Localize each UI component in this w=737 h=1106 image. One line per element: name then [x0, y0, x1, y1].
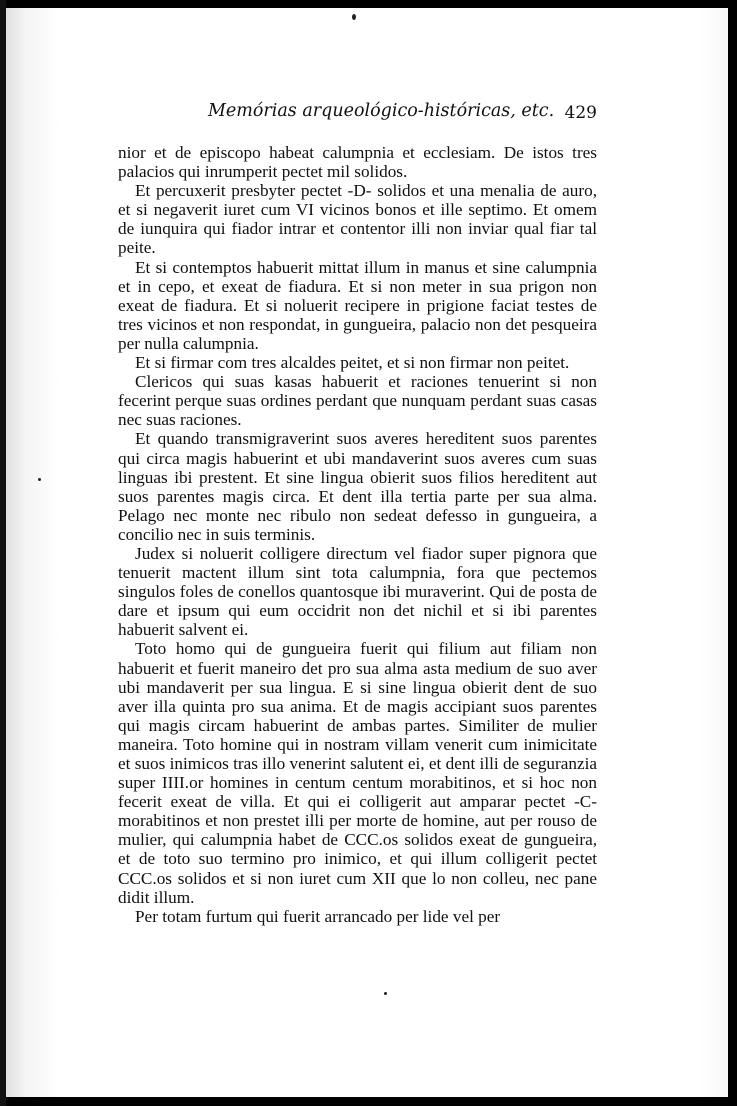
scan-border-left: [0, 0, 6, 1106]
paragraph: Et si contemptos habuerit mittat illum in manus et sine calumpnia et in cepo, et exeat de fiadura. Et si non meter in sua prigon non exeat de fiadura. Et si noluerit recipere in prigione faciat testes de tres vicinos et non respondat, in gungueira, palacio non det pesqueira per nulla calumpnia.: [118, 257, 597, 353]
paragraph: Et quando transmigraverint suos averes hereditent suos parentes qui circa magis habuerint et ubi mandaverint suos averes cum suas linguas ibi prestent. Et sine lingua obierit suos filios hereditent aut suos parentes magis circa. Et dent illa tertia parte per sua alma. Pelago nec monte nec ribulo non sedeat defesso in gungueira, a concilio nec in suis terminis.: [118, 429, 597, 544]
scan-speck: [38, 478, 41, 481]
paragraph: Judex si noluerit colligere directum vel fiador super pignora que tenuerit mactent illum sint tota calumpnia, fora que pectemos singulos foles de conellos quantosque ibi muraverint. Qui de posta de dare et ipsum qui eum occidrit non det nichil et si ibi parentes habuerit salvent ei.: [118, 543, 597, 640]
paragraph: Et si firmar com tres alcaldes peitet, et si non firmar non peitet.: [135, 353, 570, 373]
scan-speck: [352, 14, 356, 20]
paragraph: Et percuxerit presbyter pectet -D- solidos et una menalia de auro, et si negaverit iuret cum VI vicinos bonos et ille septimo. Et omem de iunquira qui fiador intrar et contentor illi non inviar qual fiar tal peite.: [118, 181, 597, 258]
scan-border-bottom: [0, 1097, 737, 1106]
paragraph: nior et de episcopo habeat calumpnia et ecclesiam. De istos tres palacios qui inrumperit pectet mil solidos.: [118, 143, 597, 182]
body-text: [118, 143, 597, 926]
scan-border-top: [0, 0, 737, 8]
page-number: 429: [564, 103, 597, 123]
running-title: Memórias arqueológico-históricas, etc.: [208, 101, 555, 121]
scan-speck: [384, 992, 387, 995]
paragraph: Clericos qui suas kasas habuerit et raciones tenuerint si non fecerint perque suas ordines perdant que nunquam perdant suas casas nec suas raciones.: [118, 372, 597, 430]
paragraph: Toto homo qui de gungueira fuerit qui filium aut filiam non habuerit et fuerit maneiro det pro sua alma asta medium de suo aver ubi mandaverit per sua lingua. E si sine lingua obierit dent de suo aver illa quinta pro sua anima. Et de magis accipiant suos parentes qui magis circam habuerint de ambas partes. Similiter de mulier maneira. Toto homine qui in nostram villam venerit cum inimicitate et suos inimicos tras illo venerint salutent ei, et dent illi de seguranzia super IIII.or homines in centum centum morabitinos, et si hoc non fecerit exeat de villa. Et qui ei colligerit aut amparar pectet -C- morabitinos et non prestet illi per morte de homine, aut per rouso de mulier, qui calumpnia habet de CCC.os solidos exeat de gungueira, et de toto suo termino pro inimico, et qui illum colligerit pectet CCC.os solidos et si non iuret cum XII que lo non colleu, nec pane didit illum.: [118, 639, 597, 907]
scan-border-right: [728, 0, 737, 1106]
page-header: [118, 101, 597, 131]
paragraph: Per totam furtum qui fuerit arrancado per lide vel per: [135, 906, 501, 926]
